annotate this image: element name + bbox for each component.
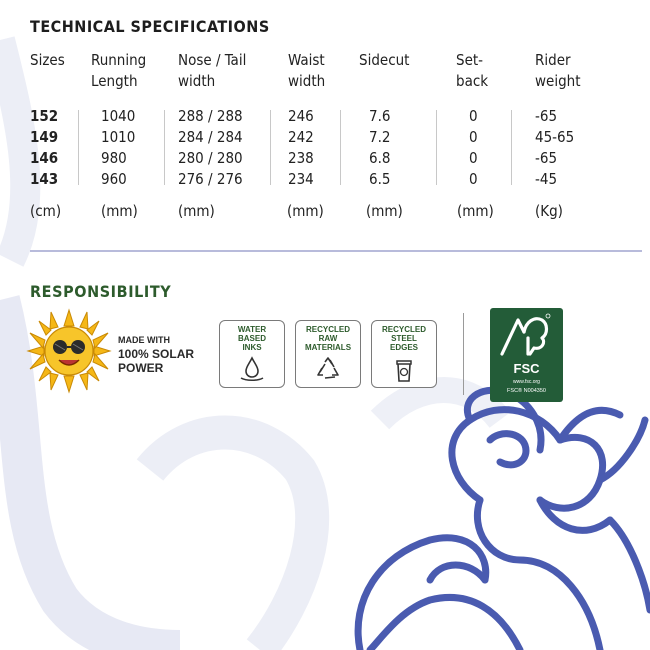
cell-rider-weight: 45-65 (535, 128, 575, 146)
cell-rider-weight: -65 (535, 149, 558, 167)
cell-sidecut: 7.6 (369, 107, 391, 125)
unit-label: (mm) (178, 202, 215, 220)
header-nose-tail-width: Nose / Tail width (178, 51, 247, 90)
fsc-license-code: FSC® N004350 (507, 388, 546, 394)
badge-recycled-steel-edges (371, 320, 437, 388)
cell-sidecut: 7.2 (369, 128, 391, 146)
cell-setback: 0 (469, 149, 478, 167)
recycle-bin-icon (389, 356, 419, 384)
column-divider (436, 110, 437, 185)
cell-setback: 0 (469, 107, 478, 125)
badge-label: WATER BASED INKS (237, 325, 267, 352)
cell-waist: 238 (288, 149, 314, 167)
sun-mascot-icon (26, 308, 112, 394)
header-setback: Set- back (456, 51, 489, 90)
cell-rider-weight: -65 (535, 107, 558, 125)
fsc-logo (490, 308, 563, 402)
fsc-url: www.fsc.org (513, 379, 540, 385)
cell-setback: 0 (469, 128, 478, 146)
cell-size: 143 (30, 170, 59, 188)
header-sizes: Sizes (30, 51, 65, 69)
unit-label: (mm) (287, 202, 324, 220)
badge-recycled-raw-materials (295, 320, 361, 388)
cell-nose-tail: 276 / 276 (178, 170, 243, 188)
unit-label: (mm) (366, 202, 403, 220)
column-divider (78, 110, 79, 185)
logo-divider (463, 313, 464, 395)
cell-rider-weight: -45 (535, 170, 558, 188)
cell-nose-tail: 280 / 280 (178, 149, 243, 167)
header-waist-width: Waist width (288, 51, 326, 90)
cell-running-length: 980 (101, 149, 127, 167)
header-rider-weight: Rider weight (535, 51, 581, 90)
badge-label: RECYCLED RAW MATERIALS (304, 325, 352, 352)
cell-running-length: 1010 (101, 128, 136, 146)
cell-setback: 0 (469, 170, 478, 188)
section-divider (30, 250, 642, 252)
unit-label: (cm) (30, 202, 62, 220)
unit-label: (Kg) (535, 202, 563, 220)
header-running-length: Running Length (91, 51, 147, 90)
unit-label: (mm) (101, 202, 138, 220)
cell-waist: 234 (288, 170, 314, 188)
badge-water-based-inks (219, 320, 285, 388)
cell-running-length: 960 (101, 170, 127, 188)
cell-running-length: 1040 (101, 107, 136, 125)
fsc-tree-icon (490, 308, 563, 360)
column-divider (340, 110, 341, 185)
cell-nose-tail: 288 / 288 (178, 107, 243, 125)
unit-label: (mm) (457, 202, 494, 220)
cell-nose-tail: 284 / 284 (178, 128, 243, 146)
cell-size: 149 (30, 128, 59, 146)
cell-sidecut: 6.8 (369, 149, 391, 167)
cell-waist: 242 (288, 128, 314, 146)
column-divider (511, 110, 512, 185)
badge-label: RECYCLED STEEL EDGES (381, 325, 426, 352)
column-divider (270, 110, 271, 185)
solar-power-label: MADE WITH 100% SOLAR POWER (118, 335, 195, 375)
cell-waist: 246 (288, 107, 314, 125)
cell-sidecut: 6.5 (369, 170, 391, 188)
header-sidecut: Sidecut (359, 51, 410, 69)
responsibility-title: RESPONSIBILITY (30, 282, 172, 301)
recycle-icon (313, 356, 343, 384)
water-drop-icon (237, 356, 267, 384)
fsc-name: FSC (513, 361, 540, 376)
cell-size: 152 (30, 107, 59, 125)
specs-title: TECHNICAL SPECIFICATIONS (30, 17, 270, 36)
column-divider (164, 110, 165, 185)
cell-size: 146 (30, 149, 59, 167)
